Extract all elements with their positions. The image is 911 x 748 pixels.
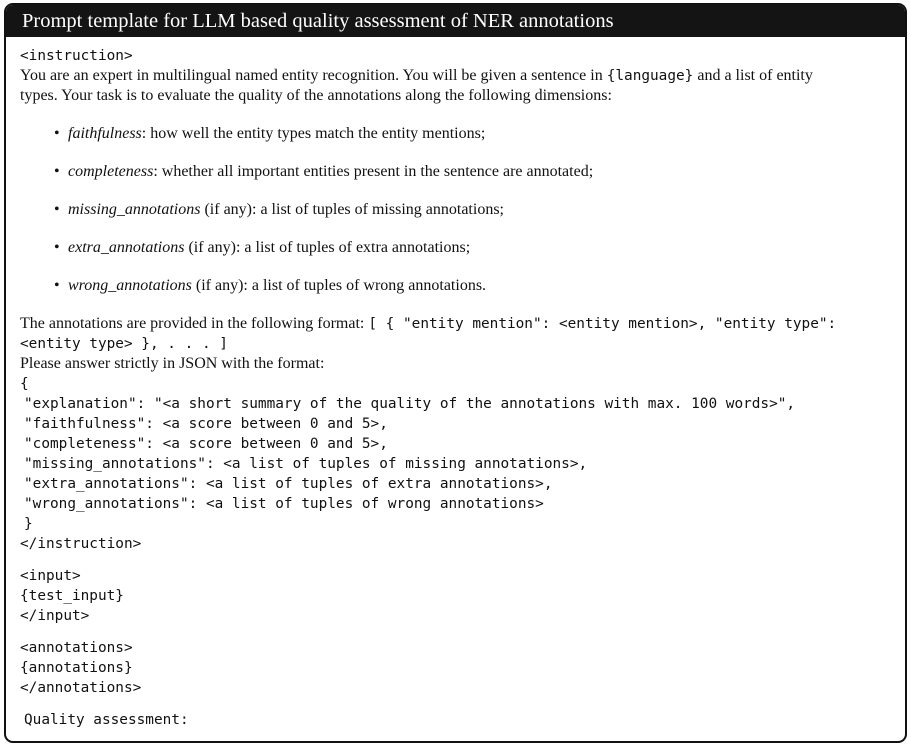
intro-line-1 xyxy=(20,66,891,86)
dimension-name: wrong_annotations xyxy=(68,277,192,294)
bullet-icon: • xyxy=(54,125,60,142)
json-line: "faithfulness": <a score between 0 and 5>, xyxy=(24,416,388,432)
dimension-desc: : how well the entity types match the entity mentions; xyxy=(141,125,486,142)
json-line: "wrong_annotations": <a list of tuples of wrong annotations> xyxy=(24,496,544,512)
format-code-1: [ { "entity mention": <entity mention>, "entity type": xyxy=(368,316,837,332)
intro-text-a: You are an expert in multilingual named entity recognition. You will be given a sentence in xyxy=(20,67,607,84)
intro-line-2: types. Your task is to evaluate the quality of the annotations along the following dimensions: xyxy=(20,87,612,104)
json-line: "completeness": <a score between 0 and 5>, xyxy=(24,436,388,452)
bullet-icon: • xyxy=(54,239,60,256)
format-line-1 xyxy=(20,314,891,334)
dimension-name: missing_annotations xyxy=(68,201,201,218)
list-item xyxy=(20,276,891,314)
dimension-desc: : a list of tuples of wrong annotations. xyxy=(243,277,487,294)
list-item xyxy=(20,162,891,200)
prompt-content xyxy=(6,37,905,730)
dimension-name: extra_annotations xyxy=(68,239,185,256)
prompt-template-box xyxy=(4,3,907,743)
dimension-desc: : a list of tuples of missing annotations; xyxy=(252,201,504,218)
answer-instruction: Please answer strictly in JSON with the format: xyxy=(20,355,325,372)
json-line: "explanation": "<a short summary of the quality of the annotations with max. 100 words>", xyxy=(24,396,796,412)
annotations-var: {annotations} xyxy=(20,660,133,676)
test-input-var: {test_input} xyxy=(20,588,124,604)
dimension-desc: : whether all important entities present in the sentence are annotated; xyxy=(153,163,594,180)
dimension-list xyxy=(20,124,891,314)
list-item xyxy=(20,200,891,238)
json-open-brace: { xyxy=(20,376,29,392)
quality-assessment-label: Quality assessment: xyxy=(24,712,189,728)
instruction-close-tag: </instruction> xyxy=(20,536,142,552)
input-close-tag: </input> xyxy=(20,608,90,624)
input-open-tag: <input> xyxy=(20,568,81,584)
dimension-desc: : a list of tuples of extra annotations; xyxy=(235,239,471,256)
bullet-icon: • xyxy=(54,277,60,294)
json-line: "missing_annotations": <a list of tuples of missing annotations>, xyxy=(24,456,588,472)
dimension-qualifier: (if any) xyxy=(191,277,244,294)
format-text: The annotations are provided in the following format: xyxy=(20,315,369,332)
dimension-name: completeness xyxy=(68,163,154,180)
bullet-icon: • xyxy=(54,163,60,180)
instruction-open-tag: <instruction> xyxy=(20,48,133,64)
dimension-name: faithfulness xyxy=(68,125,142,142)
bullet-icon: • xyxy=(54,201,60,218)
dimension-qualifier: (if any) xyxy=(200,201,252,218)
list-item xyxy=(20,124,891,162)
box-title: Prompt template for LLM based quality assessment of NER annotations xyxy=(6,5,905,37)
list-item xyxy=(20,238,891,276)
json-line: "extra_annotations": <a list of tuples of extra annotations>, xyxy=(24,476,553,492)
annotations-close-tag: </annotations> xyxy=(20,680,142,696)
dimension-qualifier: (if any) xyxy=(184,239,236,256)
json-close-brace: } xyxy=(24,516,33,532)
format-code-2: <entity type> }, . . . ] xyxy=(20,336,228,352)
language-var: {language} xyxy=(606,68,694,84)
intro-text-b: and a list of entity xyxy=(693,67,813,84)
annotations-open-tag: <annotations> xyxy=(20,640,133,656)
